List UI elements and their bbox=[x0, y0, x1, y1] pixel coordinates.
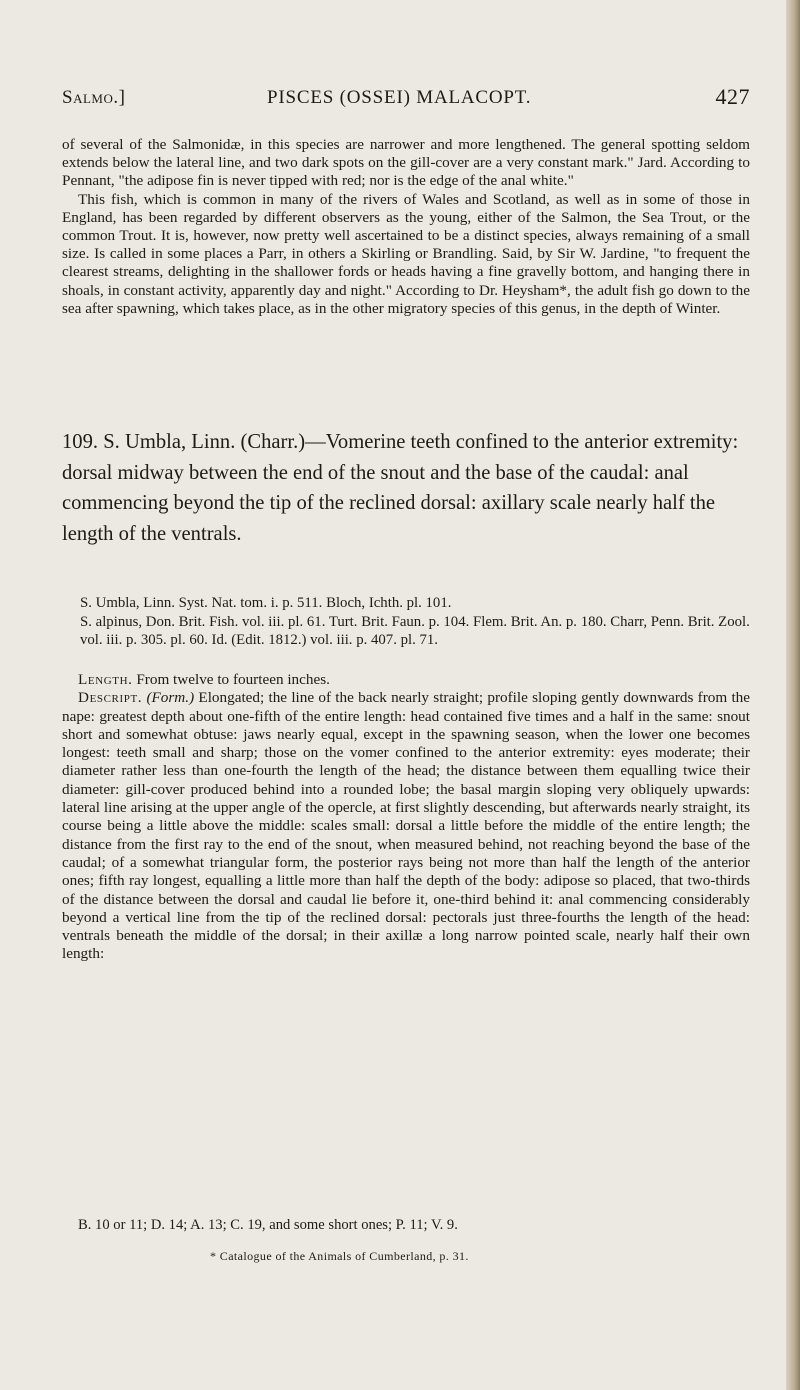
species-number: 109. bbox=[62, 431, 99, 453]
length-text: From twelve to fourteen inches. bbox=[136, 671, 330, 688]
header-title: PISCES (OSSEI) MALACOPT. bbox=[267, 87, 532, 108]
description-text bbox=[62, 671, 750, 964]
form-text: Elongated; the line of the back nearly straight; profile sloping gently downwards from the nape: greatest depth about one-fifth of the entire length: head contained five times and a half in the same: snout short and somewhat obtuse: jaws nearly equal, except in the spawning season, when the lower one becomes longest: teeth small and sharp; those on the vomer confined to the anterior extremity: eyes moderate; their diameter rather less than one-fourth the length of the head; the distance between them equalling twice their diameter: gill-cover produced behind into a rounded lobe; the basal margin sloping very obliquely upwards: lateral line arising at the upper angle of the opercle, at first slightly descending, but afterwards nearly straight, its course being a little above the middle: scales small: dorsal a little before the middle of the entire length; the distance from the first ray to the end of the snout, when measured behind, not reaching beyond the base of the caudal; of a somewhat triangular form, the posterior rays being not more than half the length of the anterior ones; fifth ray longest, equalling a little more than half the depth of the body: adipose so placed, that two-thirds of the distance between the dorsal and caudal lie before it, one-third behind it: anal commencing considerably beyond a vertical line from the tip of the reclined dorsal: pectorals just three-fourths the length of the head: ventrals beneath the middle of the dorsal; in their axillæ a long narrow pointed scale, nearly half their own length: bbox=[62, 689, 751, 963]
form-paragraph bbox=[62, 689, 750, 963]
page-edge bbox=[786, 0, 800, 1390]
form-label: (Form.) bbox=[146, 689, 195, 707]
species-diagnosis: —Vomerine teeth confined to the anterior extremity: dorsal midway between the end of the snout and the base of the caudal: anal commencing beyond the tip of the reclined dorsal: axillary scale nearly half the length of the ventrals. bbox=[62, 431, 739, 545]
reference-entry: S. Umbla, Linn. Syst. Nat. tom. i. p. 511. Bloch, Ichth. pl. 101. bbox=[80, 595, 452, 611]
intro-paragraph: This fish, which is common in many of the rivers of Wales and Scotland, as well as in some of those in England, has been regarded by different observers as the young, either of the Salmon, the Sea Trout, or the common Trout. It is, however, now pretty well ascertained to be a distinct species, always remaining of a small size. Is called in some places a Parr, in others a Skirling or Brandling. Said, by Sir W. Jardine, "to frequent the clearest streams, delighting in the shallower fords or heads having a fine gravelly bottom, and hanging there in shoals, in constant activity, apparently day and night." According to Dr. Heysham*, the adult fish go down to the sea after spawning, which takes place, as in the other migratory species of this genus, in the depth of Winter. bbox=[62, 190, 750, 317]
descript-label: Descript. bbox=[78, 689, 143, 707]
length-label: Length. bbox=[78, 671, 133, 688]
fin-formula: B. 10 or 11; D. 14; A. 13; C. 19, and some short ones; P. 11; V. 9. bbox=[78, 1217, 458, 1233]
synonymy-references bbox=[62, 594, 750, 650]
species-heading bbox=[62, 427, 750, 549]
running-header bbox=[62, 84, 750, 117]
intro-paragraph: of several of the Salmonidæ, in this species are narrower and more lengthened. The general spotting seldom extends below the lateral line, and two dark spots on the gill-cover are a very constant mark." Jard. According to Pennant, "the adipose fin is never tipped with red; nor is the edge of the anal white." bbox=[62, 136, 750, 190]
reference-entry: S. alpinus, Don. Brit. Fish. vol. iii. pl. 61. Turt. Brit. Faun. p. 104. Flem. Brit. An. p. 180. Charr, Penn. Brit. Zool. vol. iii. p. 305. pl. 60. Id. (Edit. 1812.) vol. iii. p. 407. pl. 71. bbox=[80, 613, 750, 649]
species-name: S. Umbla, Linn. (Charr.) bbox=[103, 431, 306, 453]
length-paragraph bbox=[62, 671, 750, 689]
page-number: 427 bbox=[715, 84, 750, 109]
header-genus: Salmo.] bbox=[62, 87, 126, 108]
intro-text bbox=[62, 136, 750, 318]
footnote: * Catalogue of the Animals of Cumberland, p. 31. bbox=[210, 1249, 469, 1263]
